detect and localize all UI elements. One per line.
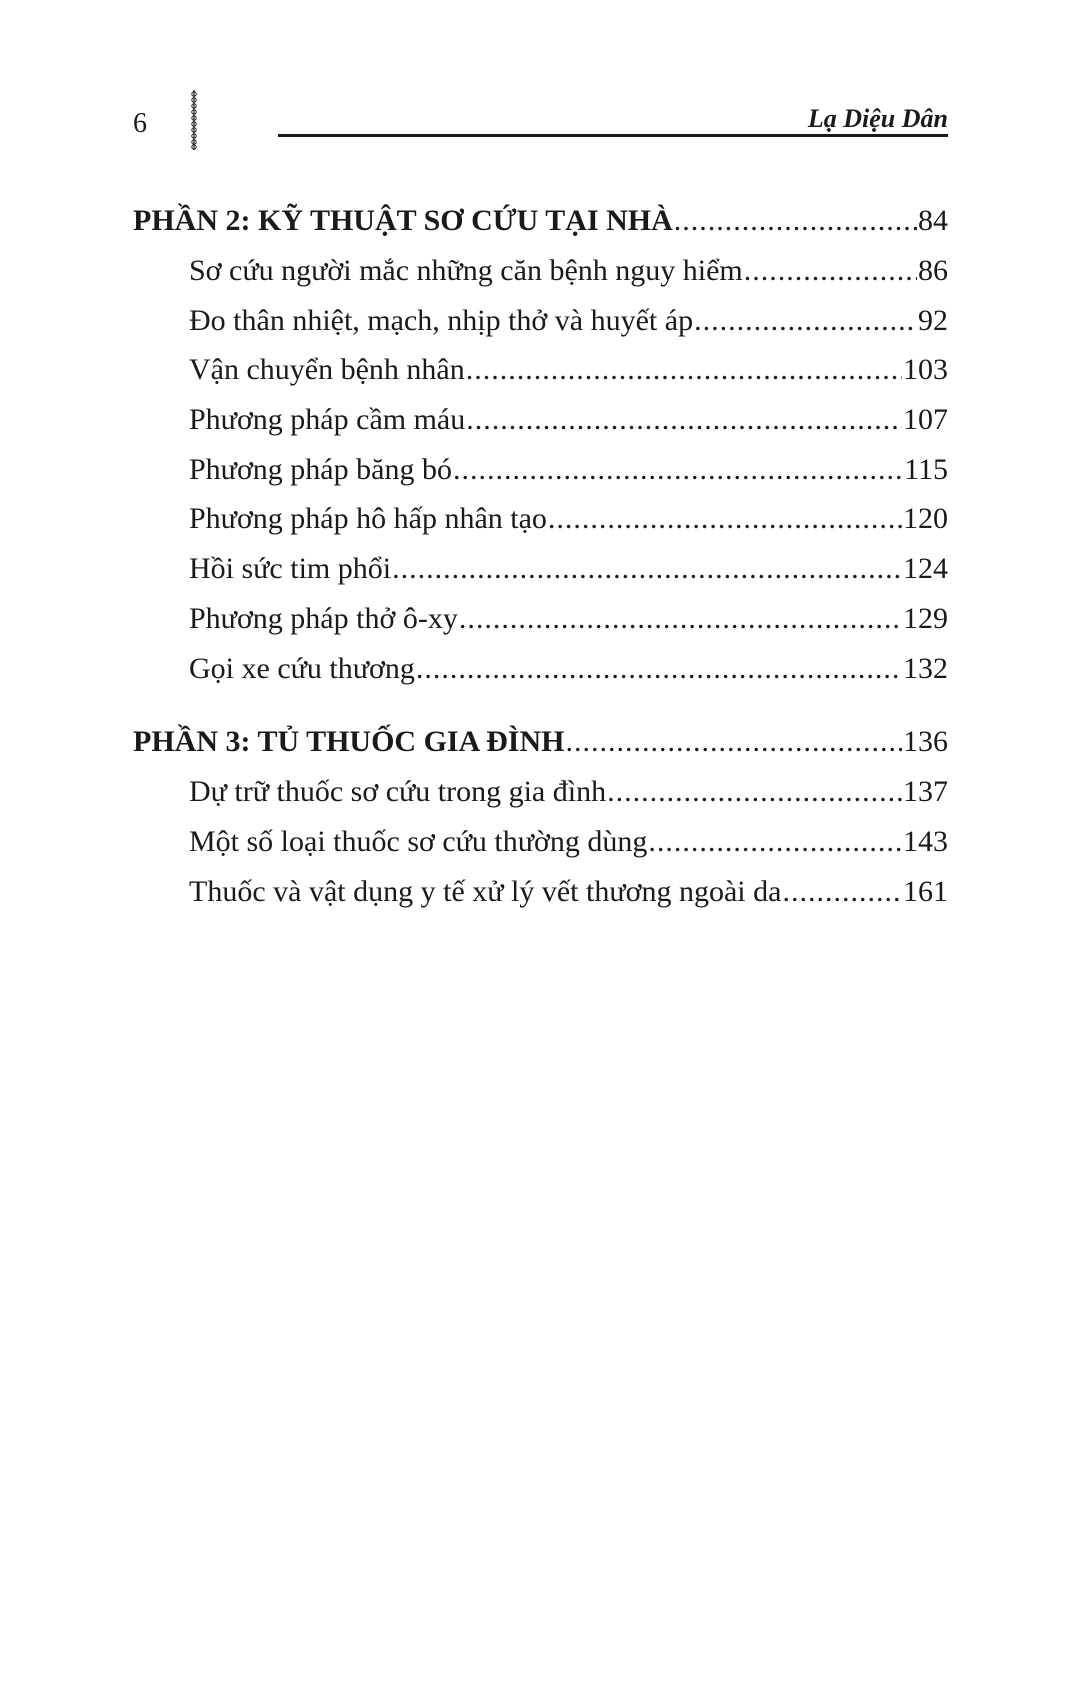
entry-page-number: 92: [918, 303, 948, 337]
dot-leader: [607, 767, 902, 817]
entry-page-number: 120: [903, 502, 948, 536]
toc-section-heading: [133, 196, 948, 246]
entry-title: Thuốc và vật dụng y tế xử lý vết thương ngoài da: [189, 874, 782, 908]
toc-entry: [189, 494, 948, 544]
entry-page-number: 107: [903, 403, 948, 437]
toc-entry: [189, 445, 948, 495]
page-header: [0, 0, 1079, 160]
dot-leader: [392, 544, 902, 594]
dot-leader: [565, 717, 902, 767]
entry-title: Gọi xe cứu thương: [189, 651, 415, 685]
toc-entry: [189, 345, 948, 395]
dot-leader: [674, 196, 917, 246]
toc-entry: [189, 644, 948, 694]
dot-leader: [466, 345, 902, 395]
entry-title: Phương pháp băng bó: [189, 452, 452, 486]
section-title: PHẦN 2: KỸ THUẬT SƠ CỨU TẠI NHÀ: [133, 204, 673, 237]
dot-leader: [459, 594, 902, 644]
dot-leader: [548, 494, 902, 544]
entry-page-number: 143: [903, 824, 948, 858]
author-name: Lạ Diệu Dân: [807, 104, 948, 133]
entry-title: Đo thân nhiệt, mạch, nhịp thở và huyết áp: [189, 303, 694, 337]
entry-page-number: 115: [904, 452, 948, 486]
toc-entry: [189, 544, 948, 594]
entry-page-number: 132: [903, 651, 948, 685]
dot-leader: [648, 817, 902, 867]
entry-title: Phương pháp thở ô-xy: [189, 601, 458, 635]
dot-leader: [416, 644, 902, 694]
entry-title: Hồi sức tim phổi: [189, 552, 392, 586]
entry-title: Phương pháp cầm máu: [189, 403, 466, 437]
page-number: 6: [133, 108, 147, 139]
ornament-divider-icon: [190, 90, 198, 150]
toc-entry: [189, 817, 948, 867]
entry-title: Dự trữ thuốc sơ cứu trong gia đình: [189, 775, 607, 809]
entry-title: Sơ cứu người mắc những căn bệnh nguy hiểm: [189, 254, 743, 287]
entry-page-number: 124: [903, 552, 948, 586]
entry-title: Vận chuyển bệnh nhân: [189, 353, 465, 387]
entry-page-number: 129: [903, 601, 948, 635]
toc-entry: [189, 296, 948, 346]
section-page-number: 136: [903, 725, 948, 759]
toc-section-heading: [133, 717, 948, 767]
entry-title: Một số loại thuốc sơ cứu thường dùng: [189, 824, 648, 858]
entry-page-number: 137: [903, 775, 948, 809]
section-page-number: 84: [918, 204, 948, 237]
toc-entry: [189, 246, 948, 296]
entry-title: Phương pháp hô hấp nhân tạo: [189, 502, 547, 536]
dot-leader: [453, 445, 903, 495]
section-title: PHẦN 3: TỦ THUỐC GIA ĐÌNH: [133, 725, 565, 759]
entry-page-number: 103: [903, 353, 948, 387]
entry-page-number: 161: [903, 874, 948, 908]
header-rule: [278, 134, 948, 137]
dot-leader: [782, 867, 902, 917]
table-of-contents: [133, 196, 948, 916]
toc-entry: [189, 395, 948, 445]
toc-entry: [189, 767, 948, 817]
section-spacer: [133, 693, 948, 717]
entry-page-number: 86: [918, 254, 948, 287]
toc-entry: [189, 594, 948, 644]
dot-leader: [744, 246, 917, 296]
dot-leader: [694, 296, 917, 346]
dot-leader: [466, 395, 902, 445]
toc-entry: [189, 867, 948, 917]
